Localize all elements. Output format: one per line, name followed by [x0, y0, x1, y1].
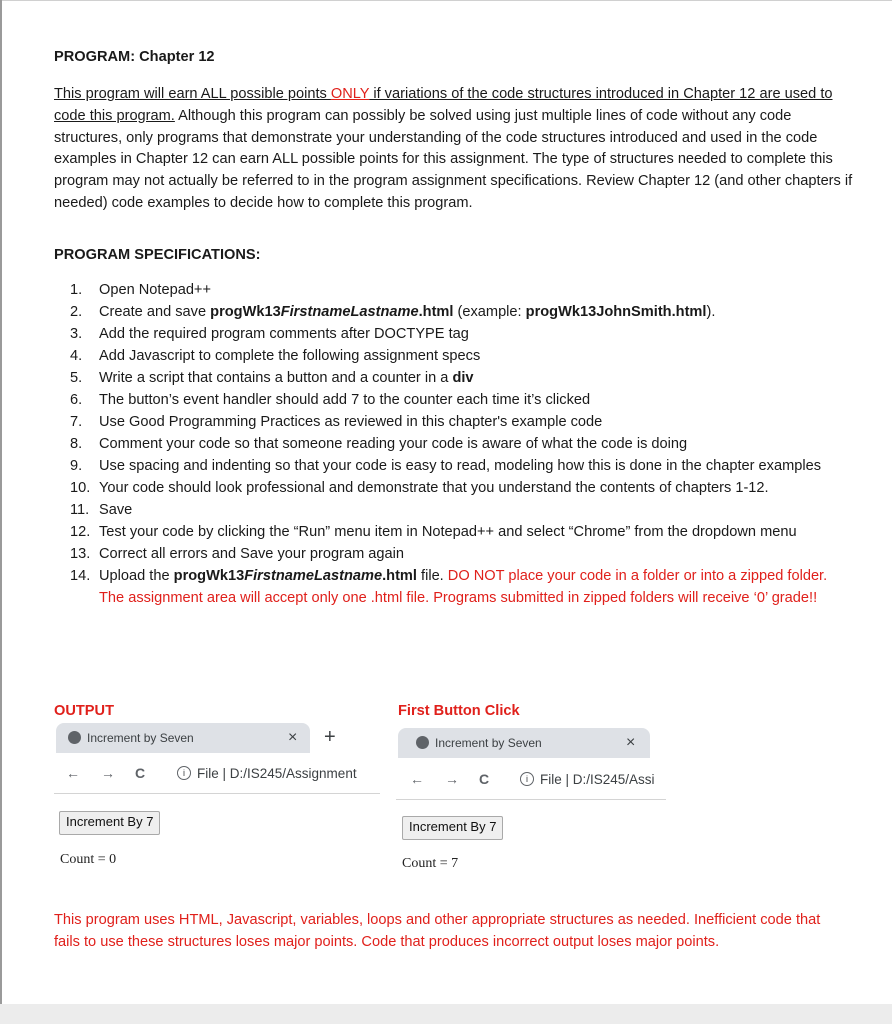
spec-item: [54, 279, 854, 301]
page-bottom-gap: [0, 1004, 892, 1024]
output-increment-button[interactable]: Increment By 7: [59, 811, 160, 835]
spec-number: 4.: [70, 348, 83, 364]
spec-item: [54, 301, 854, 323]
spec-number: 6.: [70, 392, 83, 408]
spec-item: [54, 323, 854, 345]
intro-underlined-1: This program will earn ALL possible points: [54, 86, 331, 102]
spec-number: 11.: [70, 502, 90, 518]
spec-text: Create and save: [99, 304, 211, 320]
spec-number: 13.: [70, 546, 91, 562]
spec-number: 5.: [70, 370, 83, 386]
forward-icon[interactable]: →: [101, 765, 115, 781]
output-tab-title: Increment by Seven: [87, 731, 194, 745]
spec-item: [54, 433, 854, 455]
spec-number: 2.: [70, 304, 83, 320]
spec-text: Comment your code so that someone reading your code is aware of what the code is doing: [99, 436, 688, 452]
spec-item: [54, 499, 854, 521]
footer-note: This program uses HTML, Javascript, variables, loops and other appropriate structures as needed. Inefficient code that fails to use these structures loses major points. Code that produces incorrect output loses major points.: [54, 912, 821, 950]
spec-bold: .html: [382, 568, 417, 584]
spec-item: [54, 543, 854, 565]
first-click-browser-tab[interactable]: [398, 728, 650, 758]
spec-bold: progWk13JohnSmith.html: [525, 304, 707, 320]
spec-text: Test your code by clicking the “Run” menu item in Notepad++ and select “Chrome” from the dropdown menu: [99, 524, 797, 540]
spec-number: 7.: [70, 414, 83, 430]
spec-bold-italic: FirstnameLastname: [244, 568, 383, 584]
output-address-bar[interactable]: [177, 766, 379, 781]
spec-item: [54, 411, 854, 433]
spec-warning: DO NOT place your code in a folder or into a zipped folder. The assignment area will accept only one .html file. Programs submitted in zipped folders will receive ‘0’ grade!!: [99, 568, 828, 606]
spec-heading: PROGRAM SPECIFICATIONS:: [54, 247, 261, 263]
output-browser-tab[interactable]: [56, 723, 310, 753]
output-url: File | D:/IS245/Assignment: [197, 766, 357, 781]
spec-text: file.: [416, 568, 448, 584]
output-toolbar-divider: [54, 793, 380, 794]
spec-list: [54, 279, 854, 609]
spec-number: 3.: [70, 326, 83, 342]
back-icon[interactable]: ←: [66, 765, 80, 781]
back-icon[interactable]: ←: [410, 771, 424, 787]
spec-item: [54, 389, 854, 411]
spec-text: Save: [99, 502, 133, 518]
spec-number: 8.: [70, 436, 83, 452]
close-icon[interactable]: ×: [288, 729, 298, 746]
first-click-address-bar[interactable]: [520, 772, 666, 787]
output-label: OUTPUT: [54, 703, 114, 719]
spec-text: Use Good Programming Practices as reviewed in this chapter's example code: [99, 414, 603, 430]
info-icon: i: [177, 766, 191, 780]
first-click-label: First Button Click: [398, 703, 520, 719]
spec-text: The button’s event handler should add 7 to the counter each time it’s clicked: [99, 392, 591, 408]
spec-text: Add the required program comments after DOCTYPE tag: [99, 326, 469, 342]
spec-text: Your code should look professional and demonstrate that you understand the contents of chapters 1-12.: [99, 480, 769, 496]
spec-bold-italic: FirstnameLastname: [280, 304, 419, 320]
spec-item: [54, 455, 854, 477]
spec-bold: .html: [418, 304, 454, 320]
first-click-tab-title: Increment by Seven: [435, 736, 542, 750]
first-click-increment-button[interactable]: Increment By 7: [402, 816, 503, 840]
spec-item: [54, 477, 854, 499]
forward-icon[interactable]: →: [445, 771, 459, 787]
reload-icon[interactable]: C: [135, 765, 146, 781]
spec-bold: progWk13: [173, 568, 245, 584]
spec-item: [54, 345, 854, 367]
spec-number: 10.: [70, 480, 91, 496]
globe-icon: [416, 736, 429, 749]
new-tab-icon[interactable]: +: [324, 726, 336, 748]
spec-bold: div: [452, 370, 474, 386]
intro-paragraph: [54, 84, 854, 215]
spec-item: [54, 565, 854, 609]
spec-text: (example:: [453, 304, 526, 320]
spec-item: [54, 521, 854, 543]
intro-underlined-2: if variations of the code structures introduced in Chapter 12 are used to code this program.: [54, 86, 833, 124]
spec-number: 14.: [70, 568, 91, 584]
spec-bold: progWk13: [210, 304, 281, 320]
output-count: Count = 0: [60, 852, 117, 867]
intro-underlined-red: ONLY: [330, 86, 370, 102]
spec-number: 12.: [70, 524, 91, 540]
spec-text: Upload the: [99, 568, 174, 584]
globe-icon: [68, 731, 81, 744]
info-icon: i: [520, 772, 534, 786]
spec-text: Write a script that contains a button and a counter in a: [99, 370, 453, 386]
reload-icon[interactable]: C: [479, 771, 490, 787]
spec-text: Use spacing and indenting so that your code is easy to read, modeling how this is done in the chapter examples: [99, 458, 822, 474]
spec-text: Open Notepad++: [99, 282, 211, 298]
spec-number: 9.: [70, 458, 83, 474]
close-icon[interactable]: ×: [626, 734, 636, 751]
first-click-count: Count = 7: [402, 856, 459, 871]
page-top-border: [0, 0, 892, 1]
intro-rest: Although this program can possibly be solved using just multiple lines of code without any code structures, only programs that demonstrate your understanding of the code structures introduced and used in the code examples in Chapter 12 can earn ALL possible points for this assignment. The type of structures needed to complete this program may not actually be referred to in the program assignment specifications. Review Chapter 12 (and other chapters if needed) code examples to decide how to complete this program.: [54, 107, 853, 211]
spec-text: Correct all errors and Save your program again: [99, 546, 404, 562]
spec-number: 1.: [70, 282, 83, 298]
spec-item: [54, 367, 854, 389]
page-title: PROGRAM: Chapter 12: [54, 49, 215, 65]
first-click-url: File | D:/IS245/Assi: [540, 772, 655, 787]
spec-text: Add Javascript to complete the following assignment specs: [99, 348, 481, 364]
spec-text: ).: [706, 304, 716, 320]
first-click-toolbar-divider: [396, 799, 666, 800]
page-left-border: [0, 0, 2, 1024]
